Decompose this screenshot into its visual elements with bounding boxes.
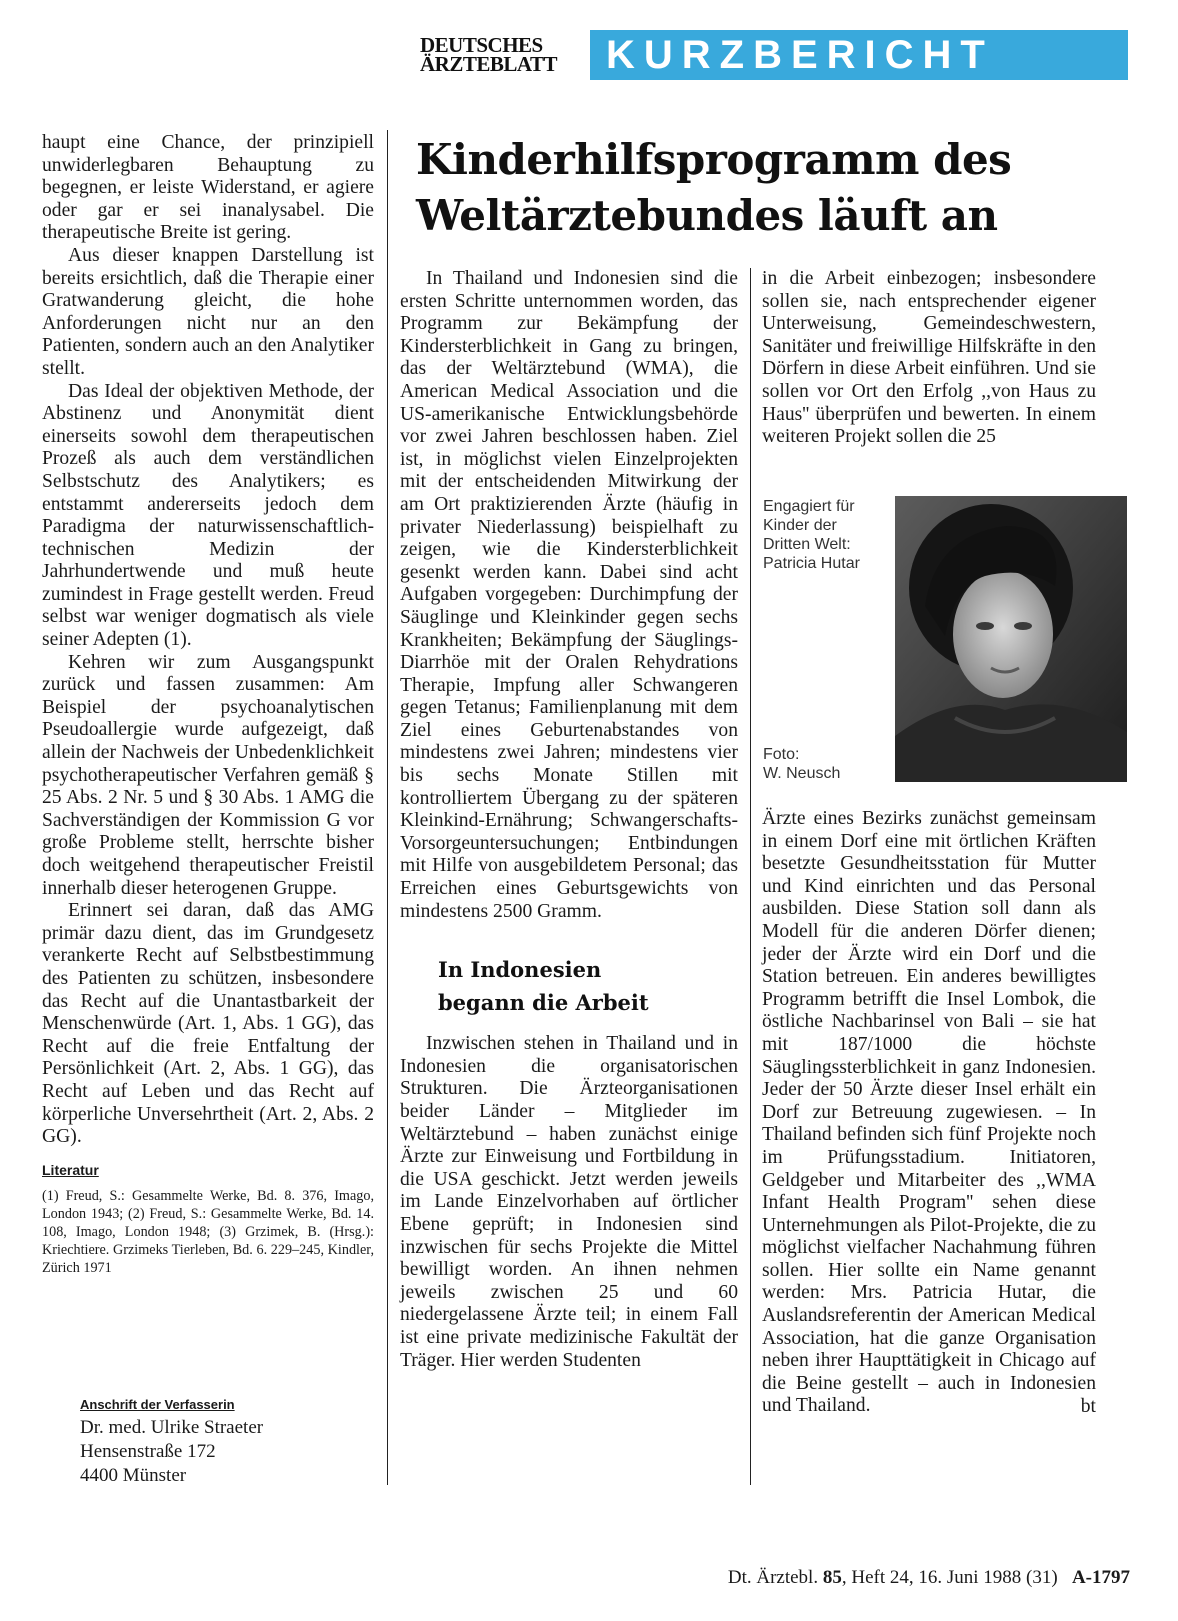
footer-volume: 85 xyxy=(822,1567,842,1588)
section-banner: KURZBERICHT xyxy=(590,30,1128,80)
footer-journal: Dt. Ärztebl. xyxy=(727,1567,819,1588)
subheading xyxy=(438,953,738,1019)
left-paragraph-4: Kehren wir zum Ausgangspunkt zurück und fassen zusammen: Am Beispiel der psychoanalytischen Pseudoallergie wurde aufgezeigt, daß allein der Nachweis der Unbedenklichkeit psychotherapeutischer Verfahren gemäß § 25 Abs. 2 Nr. 5 und § 30 Abs. 1 AMG die Sachverständigen der Kommission G vor große Probleme stellt, herrschte bisher doch weitgehend therapeutischer Freistil innerhalb dieser heterogenen Gruppe. xyxy=(42,651,374,899)
logo-line-2: ÄRZTEBLATT xyxy=(420,52,557,76)
portrait-photo xyxy=(895,496,1127,782)
literature-text: (1) Freud, S.: Gesammelte Werke, Bd. 8. 376, Imago, London 1943; (2) Freud, S.: Gesammelte Werke, Bd. 14. 108, Imago, London 1948; (3) Grzimek, B. (Hrsg.): Kriechtiere. Grzimeks Tierleben, Bd. 6. 229–245, Kindler, Zürich 1971 xyxy=(42,1188,374,1277)
address-heading: Anschrift der Verfasserin xyxy=(80,1397,235,1412)
logo-line-1: DEUTSCHES xyxy=(420,33,543,57)
right-paragraph-1: in die Arbeit einbezogen; insbesondere sollen sie, nach entsprechender eigener Unterweisung, Gemeindeschwestern, Sanitäter und freiwillige Hilfskräfte in den Dörfern in diese Arbeit einführen. Und sie sollen vor Ort den Erfolg ,,von Haus zu Haus'' überprüfen und bewerten. In einem weiteren Projekt sollen die 25 xyxy=(762,268,1096,448)
middle-column xyxy=(400,268,738,1372)
article-headline xyxy=(416,132,1131,244)
left-paragraph-1: haupt eine Chance, der prinzipiell unwiderlegbaren Behauptung zu begegnen, er leiste Widerstand, er agiere oder gar er sei inanalysabel. Die therapeutische Breite ist gering. xyxy=(42,132,374,244)
page-footer xyxy=(620,1567,1130,1589)
footer-issue-date: , Heft 24, 16. Juni 1988 (31) xyxy=(841,1567,1058,1588)
subheading-line-1: In Indonesien xyxy=(438,957,602,983)
photo-credit xyxy=(763,745,888,783)
left-column xyxy=(42,132,374,1277)
footer-page-number: A-1797 xyxy=(1071,1567,1130,1588)
portrait-image xyxy=(895,496,1127,782)
journal-logo xyxy=(420,33,570,76)
photo-credit-label: Foto: xyxy=(763,746,800,763)
left-paragraph-5: Erinnert sei daran, daß das AMG primär dazu dient, das im Grundgesetz verankerte Recht auf Selbstbestimmung des Patienten zu schützen, insbesondere das Recht auf die Unantastbarkeit der Menschenwürde (Art. 1, Abs. 1 GG), das Recht auf die freie Entfaltung der Persönlichkeit (Art. 2, Abs. 1 GG), das Recht auf Leben und das Recht auf körperliche Unversehrtheit (Art. 2, Abs. 2 GG). xyxy=(42,900,374,1148)
subheading-line-2: begann die Arbeit xyxy=(438,990,649,1016)
middle-paragraph-1: In Thailand und Indonesien sind die ersten Schritte unternommen worden, das Programm zur Bekämpfung der Kindersterblichkeit in Gang zu bringen, das der Weltärztebund (WMA), die American Medical Association und die US-amerikanische Entwicklungsbehörde vor zwei Jahren beschlossen haben. Ziel ist, in möglichst vielen Einzelprojekten mit der entscheidenden Mitwirkung der am Ort praktizierenden Ärzte (häufig in privater Niederlassung) beispielhaft zu zeigen, wie die Kindersterblichkeit gesenkt werden kann. Dabei sind acht Aufgaben vorgegeben: Durchimpfung der Säuglinge und Kleinkinder gegen sechs Krankheiten; Bekämpfung der Säuglings-Diarrhöe mit der Oralen Rehydrations Therapie, Impfung aller Schwangeren gegen Tetanus; Familienplanung mit dem Ziel eines Geburtenabstandes von mindestens zwei Jahren; mindestens vier bis sechs Monate Stillen mit kontrolliertem Übergang zu der späteren Kleinkind-Ernährung; Schwangerschafts-Vorsorgeuntersuchungen; Entbindungen mit Hilfe von ausgebildetem Personal; das Erreichen eines Geburtsgewichts von mindestens 2500 Gramm. xyxy=(400,268,738,922)
headline-line-1: Kinderhilfsprogramm des xyxy=(416,135,1012,184)
photo-caption: Engagiert für Kinder der Dritten Welt: Patricia Hutar xyxy=(763,498,860,572)
photo-credit-name: W. Neusch xyxy=(763,765,841,782)
right-column-top xyxy=(762,268,1096,449)
author-initials: bt xyxy=(1080,1396,1096,1418)
column-divider-right xyxy=(750,268,751,1485)
address-line-2: Hensenstraße 172 xyxy=(80,1441,216,1462)
address-line-1: Dr. med. Ulrike Straeter xyxy=(80,1417,264,1438)
right-column-bottom xyxy=(762,808,1096,1419)
headline-line-2: Weltärztebundes läuft an xyxy=(416,191,998,240)
middle-paragraph-2: Inzwischen stehen in Thailand und in Indonesien die organisatorischen Strukturen. Die Ärzteorganisationen beider Länder – Mitglieder im Weltärztebund – haben zunächst einige Ärzte zur Einweisung und Fortbildung in die USA geschickt. Jetzt werden jeweils im Lande Einzelvorhaben auf örtlicher Ebene geprüft; in Indonesien sind inzwischen für sechs Projekte die Mittel bewilligt worden. An ihnen nehmen jeweils zwischen 25 und 60 niedergelassene Ärzte teil; in einem Fall ist eine private medizinische Fakultät der Träger. Hier werden Studenten xyxy=(400,1033,738,1371)
literature-heading: Literatur xyxy=(42,1161,99,1178)
right-paragraph-2: Ärzte eines Bezirks zunächst gemeinsam in einem Dorf eine mit örtlichen Kräften besetzte Gesundheitsstation für Mutter und Kind einrichten und das Personal ausbilden. Diese Station soll dann als Modell für die anderen Dörfer dienen; jeder der Ärzte wird ein Dorf und die Station betreuen. Ein anderes bewilligtes Programm betrifft die Insel Lombok, die östliche Nachbarinsel von Bali – sie hat mit 187/1000 die höchste Säuglingssterblichkeit in ganz Indonesien. Jeder der 50 Ärzte dieser Insel erhält ein Dorf zur Betreuung zugewiesen. – In Thailand befinden sich fünf Projekte noch im Prüfungsstadium. Initiatoren, Geldgeber und Mitarbeiter des ,,WMA Infant Health Program'' sehen diese Unternehmungen als Pilot-Projekte, die zu möglichst vielfacher Nachahmung führen sollen. Hier sollte ein Name genannt werden: Mrs. Patricia Hutar, die Auslandsreferentin der American Medical Association, hat die ganze Organisation neben ihrer Haupttätigkeit in Chicago auf die Beine gestellt – auch in Indonesien und Thailand. xyxy=(762,808,1096,1417)
left-paragraph-2: Aus dieser knappen Darstellung ist bereits ersichtlich, daß die Therapie einer Gratwanderung gleicht, die hohe Anforderungen nicht nur an den Patienten, sondern auch an den Analytiker stellt. xyxy=(42,244,374,379)
left-paragraph-3: Das Ideal der objektiven Methode, der Abstinenz und Anonymität dient einerseits sowohl dem therapeutischen Prozeß als auch dem verständlichen Selbstschutz des Analytikers; es entstammt andererseits jedoch dem Paradigma der naturwissenschaftlich-technischen Medizin der Jahrhundertwende und muß heute zumindest in Frage gestellt werden. Freud selbst war weniger dogmatisch als viele seiner Adepten (1). xyxy=(42,380,374,651)
author-address xyxy=(80,1397,380,1488)
column-divider-left xyxy=(387,130,388,1485)
address-line-3: 4400 Münster xyxy=(80,1465,187,1486)
